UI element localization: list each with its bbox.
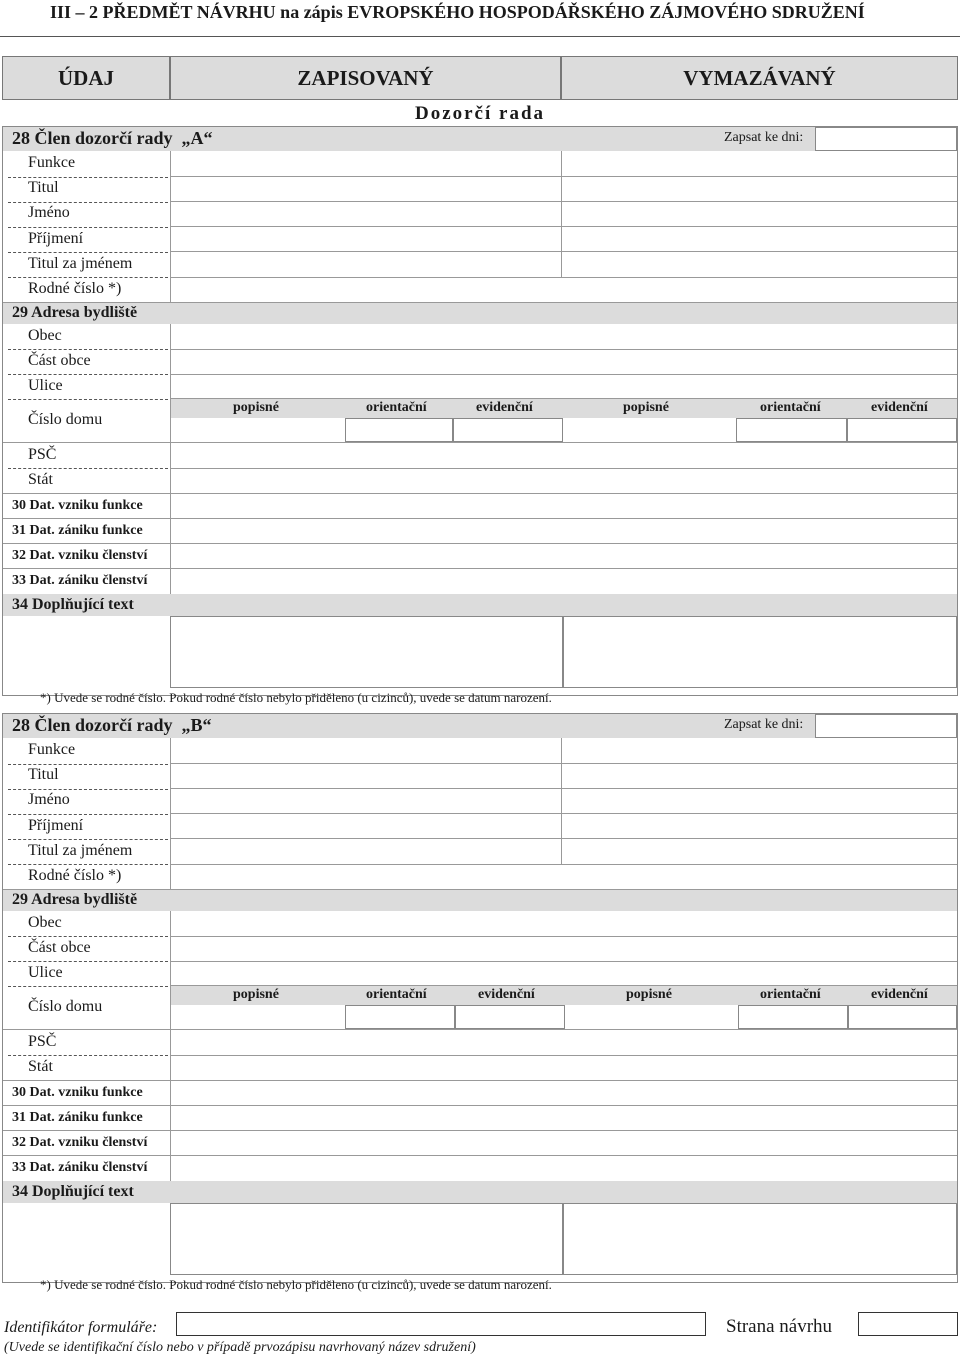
member-b-heading-text: 28 Člen dozorčí rady bbox=[12, 715, 173, 735]
member-a-divider-mid-top bbox=[561, 151, 562, 278]
a-house-number-bar bbox=[171, 399, 957, 418]
a-dash bbox=[8, 374, 168, 375]
a-orientacni-input-right[interactable] bbox=[736, 418, 847, 442]
a-orientacni-left: orientační bbox=[366, 400, 427, 415]
a-row-line bbox=[170, 226, 957, 227]
column-udaj: ÚDAJ bbox=[2, 56, 170, 100]
b-doplnujici-input-right[interactable] bbox=[563, 1203, 957, 1275]
a-adresa-label: 29 Adresa bydliště bbox=[12, 304, 138, 321]
a-vzniku-clen-label: 32 Dat. vzniku členství bbox=[12, 548, 148, 563]
a-doplnujici-bar bbox=[3, 594, 957, 616]
a-ulice-label: Ulice bbox=[28, 377, 63, 394]
b-psc-label: PSČ bbox=[28, 1033, 57, 1050]
a-titul-label: Titul bbox=[28, 179, 59, 196]
a-doplnujici-input-left[interactable] bbox=[170, 616, 563, 688]
identifikator-label: Identifikátor formuláře: bbox=[4, 1319, 158, 1336]
a-titul-za-label: Titul za jménem bbox=[28, 255, 133, 272]
a-psc-label: PSČ bbox=[28, 446, 57, 463]
b-row-line bbox=[3, 1105, 957, 1106]
a-funkce-label: Funkce bbox=[28, 154, 76, 171]
a-row-line bbox=[170, 277, 957, 278]
b-titul-label: Titul bbox=[28, 766, 59, 783]
a-dash bbox=[8, 277, 168, 278]
a-row-line bbox=[170, 176, 957, 177]
b-dash bbox=[8, 936, 168, 937]
a-evidencni-input-left[interactable] bbox=[453, 418, 563, 442]
a-stat-label: Stát bbox=[28, 471, 53, 488]
identifikator-note: (Uvede se identifikační číslo nebo v případě prvozápisu navrhovaný název sdružení) bbox=[4, 1340, 476, 1355]
b-doplnujici-label: 34 Doplňující text bbox=[12, 1183, 134, 1200]
a-cast-label: Část obce bbox=[28, 352, 91, 369]
b-row-line bbox=[170, 813, 957, 814]
strana-input[interactable] bbox=[858, 1312, 958, 1336]
b-cislo-label: Číslo domu bbox=[28, 998, 103, 1015]
b-row-line bbox=[3, 1080, 957, 1081]
b-funkce-label: Funkce bbox=[28, 741, 76, 758]
b-adresa-bar bbox=[3, 890, 957, 911]
b-row-line bbox=[170, 788, 957, 789]
a-dash bbox=[8, 252, 168, 253]
a-evidencni-input-right[interactable] bbox=[847, 418, 957, 442]
b-obec-label: Obec bbox=[28, 914, 62, 931]
b-rodne-label: Rodné číslo *) bbox=[28, 867, 122, 884]
member-b-zapsat-label: Zapsat ke dni: bbox=[724, 717, 804, 732]
b-row-line bbox=[170, 1055, 957, 1056]
b-evidencni-input-left[interactable] bbox=[455, 1005, 565, 1029]
identifikator-input[interactable] bbox=[176, 1312, 706, 1336]
a-row-line bbox=[3, 568, 957, 569]
a-row-line bbox=[3, 442, 957, 443]
b-row-line bbox=[170, 838, 957, 839]
b-dash bbox=[8, 961, 168, 962]
b-popisne-left: popisné bbox=[233, 987, 279, 1002]
member-b-zapsat-input[interactable] bbox=[815, 714, 957, 738]
a-dash bbox=[8, 468, 168, 469]
b-house-number-bar bbox=[171, 986, 957, 1005]
b-row-line bbox=[3, 1029, 957, 1030]
a-dash bbox=[8, 177, 168, 178]
a-row-line bbox=[3, 518, 957, 519]
b-doplnujici-bar bbox=[3, 1181, 957, 1203]
b-zaniku-funkce-label: 31 Dat. zániku funkce bbox=[12, 1110, 143, 1125]
b-dash bbox=[8, 1055, 168, 1056]
a-row-line bbox=[170, 349, 957, 350]
a-dash bbox=[8, 227, 168, 228]
b-vzniku-funkce-label: 30 Dat. vzniku funkce bbox=[12, 1085, 143, 1100]
a-row-line bbox=[3, 543, 957, 544]
column-vymazavany: VYMAZÁVANÝ bbox=[561, 56, 958, 100]
b-evidencni-input-right[interactable] bbox=[848, 1005, 957, 1029]
member-b-letter: „B“ bbox=[181, 715, 212, 735]
a-evidencni-right: evidenční bbox=[871, 400, 928, 415]
column-zapisovany: ZAPISOVANÝ bbox=[170, 56, 561, 100]
b-footnote: *) Uvede se rodné číslo. Pokud rodné číslo nebylo přiděleno (u cizinců), uvede se datum narození. bbox=[40, 1277, 552, 1292]
b-dash bbox=[8, 814, 168, 815]
a-row-line bbox=[170, 201, 957, 202]
member-b-heading bbox=[12, 715, 212, 736]
b-evidencni-right: evidenční bbox=[871, 987, 928, 1002]
a-vzniku-funkce-label: 30 Dat. vzniku funkce bbox=[12, 498, 143, 513]
member-a-heading-text: 28 Člen dozorčí rady bbox=[12, 128, 173, 148]
a-footnote: *) Uvede se rodné číslo. Pokud rodné číslo nebylo přiděleno (u cizinců), uvede se datum narození. bbox=[40, 690, 552, 705]
b-ulice-label: Ulice bbox=[28, 964, 63, 981]
b-row-line bbox=[3, 1155, 957, 1156]
member-a-zapsat-input[interactable] bbox=[815, 127, 957, 151]
a-popisne-right: popisné bbox=[623, 400, 669, 415]
a-row-line bbox=[3, 493, 957, 494]
b-titul-za-label: Titul za jménem bbox=[28, 842, 133, 859]
a-popisne-left: popisné bbox=[233, 400, 279, 415]
b-popisne-right: popisné bbox=[626, 987, 672, 1002]
b-row-line bbox=[170, 961, 957, 962]
b-row-line bbox=[170, 763, 957, 764]
a-dash bbox=[8, 349, 168, 350]
member-b-divider-mid-top bbox=[561, 738, 562, 865]
b-evidencni-left: evidenční bbox=[478, 987, 535, 1002]
a-dash bbox=[8, 399, 168, 400]
a-doplnujici-input-right[interactable] bbox=[563, 616, 957, 688]
b-stat-label: Stát bbox=[28, 1058, 53, 1075]
section-title: Dozorčí rada bbox=[414, 103, 546, 124]
a-zaniku-funkce-label: 31 Dat. zániku funkce bbox=[12, 523, 143, 538]
b-doplnujici-input-left[interactable] bbox=[170, 1203, 563, 1275]
b-zaniku-clen-label: 33 Dat. zániku členství bbox=[12, 1160, 148, 1175]
b-orientacni-left: orientační bbox=[366, 987, 427, 1002]
member-a-heading bbox=[12, 128, 212, 149]
a-prijmeni-label: Příjmení bbox=[28, 230, 84, 247]
page-title: III – 2 PŘEDMĚT NÁVRHU na zápis EVROPSKÉHO HOSPODÁŘSKÉHO ZÁJMOVÉHO SDRUŽENÍ bbox=[50, 2, 865, 22]
b-dash bbox=[8, 864, 168, 865]
a-row-line bbox=[170, 374, 957, 375]
a-obec-label: Obec bbox=[28, 327, 62, 344]
b-dash bbox=[8, 839, 168, 840]
a-orientacni-right: orientační bbox=[760, 400, 821, 415]
b-dash bbox=[8, 764, 168, 765]
a-cislo-label: Číslo domu bbox=[28, 411, 103, 428]
a-rodne-label: Rodné číslo *) bbox=[28, 280, 122, 297]
member-a-zapsat-label: Zapsat ke dni: bbox=[724, 130, 804, 145]
b-dash bbox=[8, 789, 168, 790]
a-doplnujici-label: 34 Doplňující text bbox=[12, 596, 134, 613]
a-row-line bbox=[170, 468, 957, 469]
b-orientacni-input-right[interactable] bbox=[738, 1005, 848, 1029]
member-a-letter: „A“ bbox=[181, 128, 213, 148]
b-row-line bbox=[3, 1130, 957, 1131]
b-cast-label: Část obce bbox=[28, 939, 91, 956]
b-jmeno-label: Jméno bbox=[28, 791, 70, 808]
title-rule bbox=[0, 36, 960, 37]
a-orientacni-input-left[interactable] bbox=[345, 418, 453, 442]
b-prijmeni-label: Příjmení bbox=[28, 817, 84, 834]
b-vzniku-clen-label: 32 Dat. vzniku členství bbox=[12, 1135, 148, 1150]
b-dash bbox=[8, 986, 168, 987]
b-orientacni-right: orientační bbox=[760, 987, 821, 1002]
b-adresa-label: 29 Adresa bydliště bbox=[12, 891, 138, 908]
a-adresa-bar bbox=[3, 303, 957, 324]
a-evidencni-left: evidenční bbox=[476, 400, 533, 415]
a-row-line bbox=[170, 251, 957, 252]
b-orientacni-input-left[interactable] bbox=[345, 1005, 455, 1029]
a-jmeno-label: Jméno bbox=[28, 204, 70, 221]
a-zaniku-clen-label: 33 Dat. zániku členství bbox=[12, 573, 148, 588]
strana-label: Strana návrhu bbox=[726, 1316, 833, 1337]
a-dash bbox=[8, 202, 168, 203]
b-row-line bbox=[170, 936, 957, 937]
b-row-line bbox=[170, 864, 957, 865]
